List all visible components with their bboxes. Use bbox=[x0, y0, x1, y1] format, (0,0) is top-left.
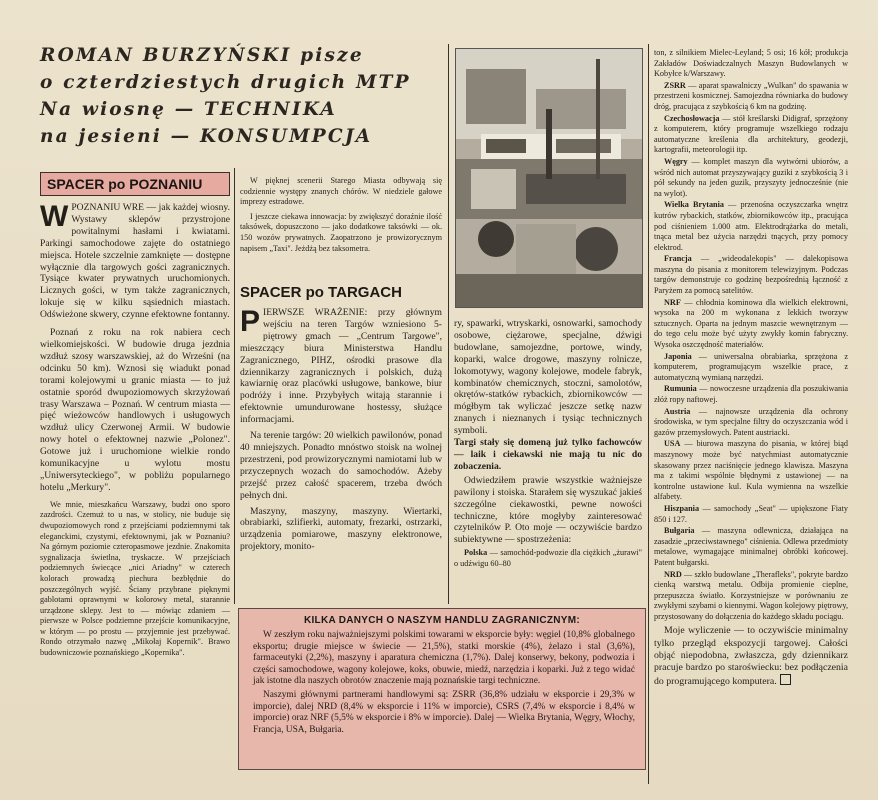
country-label: NRD bbox=[664, 569, 682, 579]
country-label: Wielka Brytania bbox=[664, 200, 724, 210]
column-rule bbox=[448, 44, 449, 604]
closing-paragraph bbox=[654, 625, 848, 688]
entry-text: — aparat spawalniczy „Wulkan" do spawania w przestrzeni kosmicznej. Samojezdna równiarka do budowy dróg, pracująca z szybkością 6 km na godzinę. bbox=[654, 80, 849, 111]
paragraph: Odwiedziłem prawie wszystkie ważniejsze pawilony i stoiska. Starałem się wyszukać jakieś szczególne ciekawostki, pewne nowości techniczne, które mogłyby zainteresować czytelników P. Oto moje — oczywiście bardzo subiektywne — spostrzeżenia: bbox=[454, 474, 642, 546]
paragraph: ry, spawarki, wtryskarki, osnowarki, samochody osobowe, ciężarowe, specjalne, dźwigi budowlane, samojezdne, portowe, windy, koparki, walce drogowe, maszyny rolnicze, lokomotywy, wagony kolejowe, modele fabryk, kombinatów chemicznych, stoczni, samolotów, okrętów-statków rybackich, zbiornikowców — mógłbym tak wyliczać jeszcze setkę nazw znanych i nieznanych i tysiąc technicznych symboli. bbox=[454, 318, 642, 437]
paragraph bbox=[240, 307, 442, 426]
exhibit-entry bbox=[654, 570, 848, 623]
entry-text: — komplet maszyn dla wytwórni ubiorów, a wśród nich automat przyszywający guziki z szybkością 3 i pół sekundy na jeden guzik, przyszyty jednocześnie (nie na wylot). bbox=[654, 156, 849, 198]
entry-text: — biurowa maszyna do pisania, w której biąd maszynowy może być natychmiast automatycznie skasowany przez naciśnięcie jednego klawisza. Maszyna ma z takimi wspólnie błędnymi z ustawionej — na kontrolne ustawione kul. Kula wymienna na wszelkie alfabety. bbox=[654, 439, 849, 502]
section-spacer-poznaniu bbox=[40, 172, 230, 659]
entry-text: — samochody „Seat" — upiększone Fiaty 850 i 127. bbox=[654, 503, 849, 524]
exhibit-entry bbox=[654, 407, 848, 439]
entry-text: — nowoczesne urządzenia dla poszukiwania złóż ropy naftowej. bbox=[654, 384, 849, 404]
paragraph: Maszyny, maszyny, maszyny. Wiertarki, obrabiarki, szlifierki, automaty, frezarki, ostrzarki, urządzenia pomiarowe, maszyny elektronowe, projektory, monito- bbox=[240, 505, 442, 553]
headline bbox=[40, 42, 440, 150]
paragraph: We mnie, mieszkańcu Warszawy, budzi ono sporo zazdrości. Czemuż to u nas, w stolicy, nie buduje się dwupoziomowych rond z przejściami podziemnymi tak eleganckimi, czystymi, efektownymi, jak w Poznaniu? Na górnym poziomie czteropasmowe jezdnie. Znakomita sygnalizacja świetlna, tryskacze. W przejściach podziemnych świecące „nici Ariadny" w czterech kolorach prowadzą piechura bezbłędnie do poszczególnych wyjść. Ściany przybrane pięknymi gablotami oprawnymi w kolorowy metal, starannie urządzone sklepy. Jest to — mówiąc zdaniem — pierwsze w Polsce podziemne przejście komunikacyjne, w którym — po prostu — przyjemnie jest przebywać. Rondo otrzymało nazwę „Mikołaj Kopernik". Brawo budowniczowie poznańskiego „Kopernika". bbox=[40, 499, 230, 658]
paragraph: W pięknej scenerii Starego Miasta odbywają się codziennie występy znanych chórów. W niedziele gałowe imprezy estradowe. bbox=[240, 176, 442, 207]
entry-text: — przenośna oczyszczarka wnętrz kutrów rybackich, statków, zbiornikowców itp., pracująca pod ciśnieniem 1.000 atm. Elektrodrążarka do metali, tnąca metal bez użycia narzędzi tnących, przy pomocy elektrod. bbox=[654, 200, 848, 252]
exhibit-list bbox=[654, 81, 848, 623]
entry-text: — uniwersalna obrabiarka, sprzężona z komputerem, programującym wszelkie prace, z automatyczną wymianą narzędzi. bbox=[654, 351, 848, 382]
exhibit-entry bbox=[654, 114, 848, 156]
exhibit-entry bbox=[654, 439, 848, 503]
exhibit-entry bbox=[654, 157, 848, 199]
paragraph-text: IERWSZE WRAŻENIE: przy głównym wejściu na teren Targów wzniesiono 5-piętrowy gmach — „Centrum Targowe", mieszczący biura Ministerstwa Handlu Zagranicznego, PIHZ, ośrodki prasowe dla dziennikarzy zagranicznych i polskich, dużą kawiarnię oraz placówki usługowe, bankowe, biur podróży i inne. Przybyłych witają starannie i efektownie umundurowane hostessy, służące informacjami. bbox=[240, 307, 442, 426]
drop-cap: P bbox=[240, 305, 261, 338]
machinery-photo-icon bbox=[456, 49, 642, 307]
paragraph: Na terenie targów: 20 wielkich pawilonów, ponad 40 mniejszych. Ponadto mnóstwo stoisk na wolnej przestrzeni, pod prowizorycznymi namiotami lub w przyczepnych wozach do samochodów. Ażeby przejść przez całość spacerem, trzeba dwóch pełnych dni. bbox=[240, 430, 442, 501]
country-label: ZSRR bbox=[664, 80, 686, 90]
paragraph: I jeszcze ciekawa innowacja: by zwiększyć doraźnie ilość taksówek, dopuszczono — jako dodatkowe taksówki — ok. 150 wozów prywatnych. Zaopatrzono je prowizorycznym napisem „Taxi". Jeżdżą bez taksometra. bbox=[240, 211, 442, 253]
section-title: SPACER po POZNANIU bbox=[40, 172, 230, 196]
headline-line-4: na jesieni — KONSUMPCJA bbox=[40, 126, 373, 147]
entry-text: — stół kreślarski Didigraf, sprzężony z komputerem, który programuje wszelkiego rodzaju automatyczne kreślenia dla architektury, geodezji, kartografii, meteorologii itp. bbox=[654, 113, 849, 155]
headline-line-2: o czterdziestych drugich MTP bbox=[40, 72, 411, 93]
exhibit-entry bbox=[654, 352, 848, 384]
paragraph-text: Moje wyliczenie — to oczywiście minimalny tylko przegląd ekspozycji targowej. Całości objąć niepodobna, zwłaszcza, gdy dziennikarz pracuje bardzo po staroświecku: bez podłączenia do programującego komputera. bbox=[654, 625, 848, 688]
section-title: SPACER po TARGACH bbox=[240, 284, 402, 301]
country-label: Węgry bbox=[664, 156, 688, 166]
entry-text: — chłodnia kominowa dla wielkich elektrowni, wysoka na 200 m wykonana z lekkich tworzyw sztucznych. Oparta na jednym maszcie wewnętrznym — do tego celu może być użyty zwykły komin fabryczny. Wysoka oszczędność materiałów. bbox=[654, 297, 849, 350]
trade-data-box bbox=[238, 608, 646, 770]
exhibit-entry bbox=[654, 200, 848, 253]
exhibit-entry bbox=[654, 526, 848, 568]
column-4 bbox=[654, 48, 848, 688]
paragraph bbox=[454, 548, 642, 569]
section-spacer-targach bbox=[240, 284, 442, 553]
country-label: Rumunia bbox=[664, 384, 697, 394]
exhibit-entry bbox=[654, 298, 848, 351]
paragraph-text: POZNANIU WRE — jak każdej wiosny. Wystawy sklepów przystrojone powitalnymi hasłami i kwiatami. Parkingi samochodowe zajęte do ostatniego miejsca. Hotele szczelnie zamknięte — dostępne wyłącznie dla targowych gości zagranicznych. Tysiące kwater prywatnych uruchomionych. Licznych gości, w tym także zagranicznych, lokuje się w kilku sąsiednich miastach. Odświeżone skwery, czynne efektowne fontanny. bbox=[40, 202, 230, 321]
column-3 bbox=[454, 318, 642, 569]
bold-statement: Targi stały się domeną już tylko fachowców — laik i ciekawski nie mają tu nic do zobaczenia. bbox=[454, 437, 642, 472]
paragraph bbox=[40, 202, 230, 321]
box-header: KILKA DANYCH O NASZYM HANDLU ZAGRANICZNYM: bbox=[303, 615, 581, 626]
entry-text: — szkło budowlane „Therafleks", pokryte bardzo cienką warstwą metalu. Odbija promienie cieplne, przepuszcza światło. Korzystniejsze w porównaniu ze zwykłymi szybami o kiennymi. Wagon kolejowy piętrowy, przystosowany do dołączenia do każdego składu pociągu. bbox=[654, 569, 848, 621]
exhibit-entry bbox=[654, 504, 848, 525]
country-label: NRF bbox=[664, 297, 681, 307]
country-label: Austria bbox=[664, 406, 691, 416]
paragraph: Naszymi głównymi partnerami handlowymi są: ZSRR (36,8% udziału w eksporcie i 29,3% w imporcie), dalej NRD (8,4% w eksporcie i 11% w imporcie), CSRS (7,4% w eksporcie i 8,4% w imporcie) oraz NRF (5,5% w eksporcie i 8% w imporcie). Dalej — Wielka Brytania, Węgry, Włochy, Francja, USA, Bułgaria. bbox=[253, 689, 635, 735]
entry-text: — maszyna odlewnicza, działająca na zasadzie „przeciwstawnego" ciśnienia. Odlewa przedmioty metalowe, wymagające minimalnej obróbki końcowej. Patent bułgarski. bbox=[654, 526, 849, 567]
drop-cap: W bbox=[40, 200, 69, 233]
entry-text: — „wideodalekopis" — dalekopisowa maszyna do pisania z monitorem telewizyjnym. Podczas targów demonstruje co godzinę bezpośrednią łączność z Paryżem za pomocą satelitów. bbox=[654, 254, 848, 296]
country-label: USA bbox=[664, 439, 681, 449]
paragraph: Poznań z roku na rok nabiera cech wielkomiejskości. W budowie druga jezdnia wzdłuż szosy warszawskiej, aż do Wrześni (na odcinku 50 km). Wznosi się wiadukt ponad torami kolejowymi u granic miasta — to już ostatnie sporód dwupoziomowych skrzyżowań trasy Warszawa – Poznań. W centrum miasta — pięć wieżowców handlowych i usługowych wzdłuż ulicy Czerwonej Armii. W budowie nowy hotel o efektownej nazwie „Polonez". Gotowe już i uruchomione wielkie rondo komunikacyjne u wylotu mostu „Uniwersyteckiego", w pobliżu popularnego hotelu „Merkury". bbox=[40, 327, 230, 493]
column-rule bbox=[648, 44, 649, 784]
column-2-top bbox=[240, 176, 442, 254]
exhibit-entry bbox=[654, 384, 848, 405]
country-label: Japonia bbox=[664, 351, 692, 361]
end-mark-icon bbox=[780, 674, 791, 685]
trade-fair-photo bbox=[455, 48, 643, 308]
country-label: Bułgaria bbox=[664, 526, 695, 536]
country-label: Hiszpania bbox=[664, 503, 700, 513]
country-label: Czechosłowacja bbox=[664, 113, 720, 123]
column-rule bbox=[234, 168, 235, 604]
paragraph-text: — samochód-podwozie dla ciężkich „żurawi" o udźwigu 60–80 bbox=[454, 548, 642, 568]
exhibit-entry bbox=[654, 81, 848, 113]
country-label: Polska bbox=[464, 548, 488, 558]
country-label: Francja bbox=[664, 254, 692, 264]
headline-line-3: Na wiosnę — TECHNIKA bbox=[40, 99, 337, 120]
headline-line-1: ROMAN BURZYŃSKI pisze bbox=[40, 45, 364, 66]
entry-text: — najnowsze urządzenia dla ochrony środowiska, w tym specjalne filtry do oczyszczania wód i gazów przemysłowych. Patent austriacki. bbox=[654, 406, 848, 437]
exhibit-entry bbox=[654, 254, 848, 296]
paragraph: W zeszłym roku najważniejszymi polskimi towarami w eksporcie były: węgiel (10,8% globalnego eksportu; drugie miejsce w świecie — 21,5%), statki morskie (4%), żelazo i stal (3,6%), farmaceutyki (2,2%), maszyny i aparatura chemiczna (1,7%). Dalej konserwy, bekony, podwozia i części samochodowe, wagony kolejowe, koks, obuwie, miedź, narzędzia i koparki. Już z tego widać jak istotne dla naszych obrotów znaczenie mają poznańskie targi techniczne. bbox=[253, 630, 635, 687]
paragraph: ton, z silnikiem Mielec-Leyland; 5 osi; 16 kół; produkcja Zakładów Doświadczalnych Maszyn Budowlanych w Kobyłce k/Warszawy. bbox=[654, 48, 848, 79]
